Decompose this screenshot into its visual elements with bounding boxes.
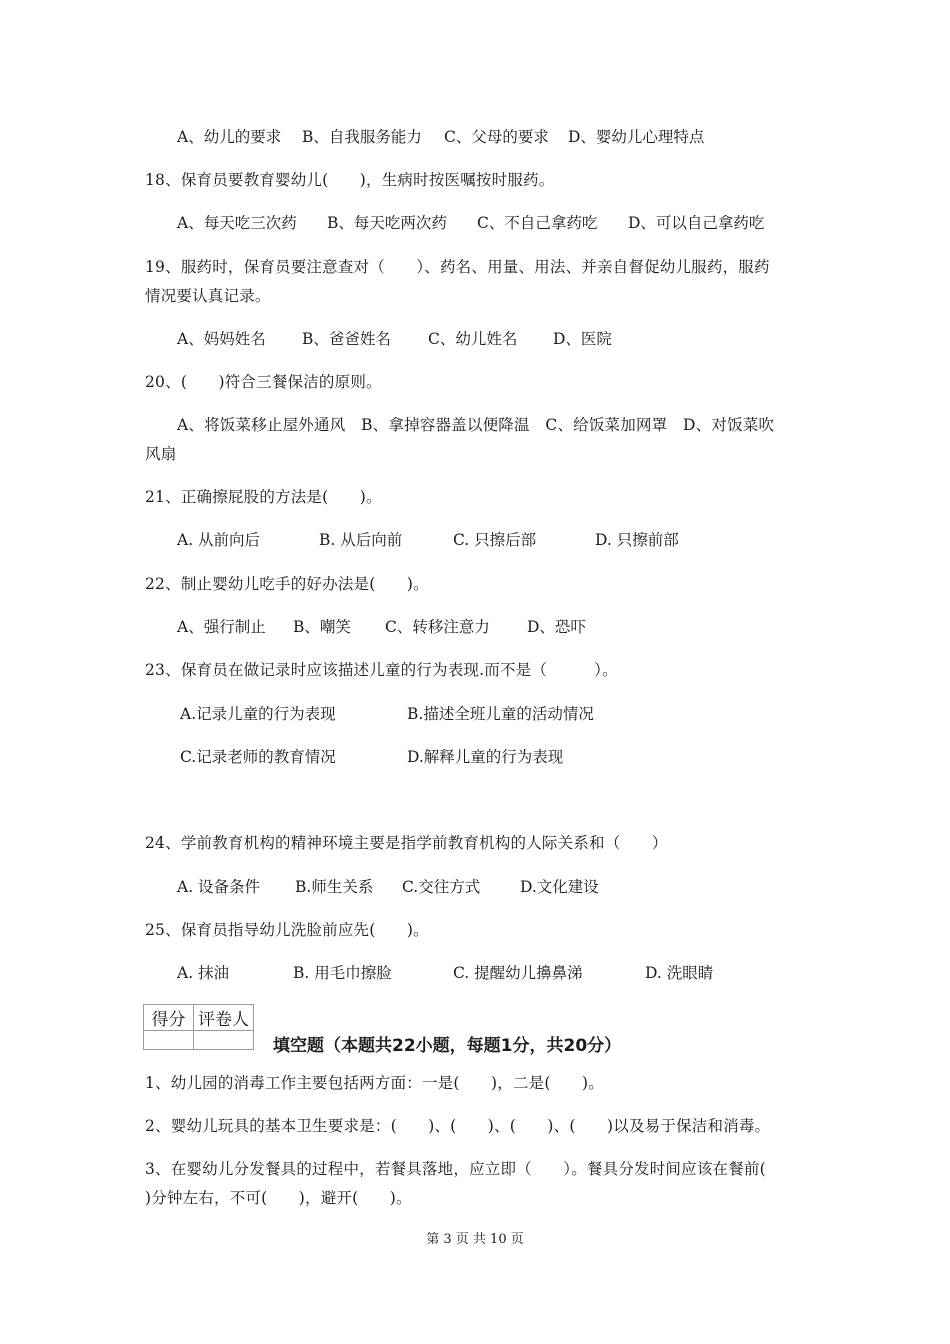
page-footer: 第 3 页 共 10 页 (426, 1232, 524, 1247)
q20-text: 20、( )符合三餐保洁的原则。 (145, 373, 382, 391)
q17-option-d: D、婴幼儿心理特点 (568, 128, 705, 146)
q23-text: 23、保育员在做记录时应该描述儿童的行为表现.而不是（ ）。 (145, 661, 618, 679)
q20-options-line1: A、将饭菜移止屋外通风 B、拿掉容器盖以便降温 C、给饭菜加网罩 D、对饭菜吹 (177, 416, 775, 434)
q24-option-d: D.文化建设 (520, 878, 599, 896)
q23-option-b: B.描述全班儿童的活动情况 (407, 705, 594, 723)
q21-option-b: B. 从后向前 (319, 531, 403, 549)
q20-options-line2: 风扇 (145, 445, 177, 463)
fill-question-3-line2: )分钟左右，不可( )，避开( )。 (145, 1189, 412, 1207)
q22-option-b: B、嘲笑 (293, 618, 351, 636)
q18-option-c: C、不自己拿药吃 (477, 214, 598, 232)
fill-question-3-line1: 3、在婴幼儿分发餐具的过程中，若餐具落地，应立即（ ）。餐具分发时间应该在餐前( (145, 1160, 766, 1178)
q22-option-c: C、转移注意力 (385, 618, 490, 636)
q19-option-b: B、爸爸姓名 (302, 330, 391, 348)
q24-option-c: C.交往方式 (402, 878, 481, 896)
q24-option-a: A. 设备条件 (177, 878, 261, 896)
q19-option-c: C、幼儿姓名 (428, 330, 518, 348)
q25-option-a: A. 抹油 (177, 964, 230, 982)
q25-option-d: D. 洗眼睛 (645, 964, 714, 982)
q24-text: 24、学前教育机构的精神环境主要是指学前教育机构的人际关系和（ ） (145, 834, 668, 852)
q19-option-a: A、妈妈姓名 (177, 330, 266, 348)
q19-text-line1: 19、服药时，保育员要注意查对（ ）、药名、用量、用法、并亲自督促幼儿服药，服药 (145, 258, 770, 276)
q17-option-c: C、父母的要求 (444, 128, 549, 146)
q22-option-d: D、恐吓 (527, 618, 586, 636)
q17-option-b: B、自我服务能力 (302, 128, 422, 146)
q21-option-a: A. 从前向后 (177, 531, 261, 549)
q23-option-a: A.记录儿童的行为表现 (180, 705, 336, 723)
q21-option-d: D. 只擦前部 (595, 531, 679, 549)
q21-text: 21、正确擦屁股的方法是( )。 (145, 488, 382, 506)
fill-question-1: 1、幼儿园的消毒工作主要包括两方面：一是( )，二是( )。 (145, 1074, 604, 1092)
score-label: 得分 (144, 1005, 194, 1031)
q25-option-c: C. 提醒幼儿擤鼻涕 (453, 964, 583, 982)
q22-text: 22、制止婴幼儿吃手的好办法是( )。 (145, 575, 429, 593)
q19-text-line2: 情况要认真记录。 (145, 287, 271, 305)
fill-question-2: 2、婴幼儿玩具的基本卫生要求是：( )、( )、( )、( )以及易于保洁和消毒。 (145, 1117, 771, 1135)
q25-text: 25、保育员指导幼儿洗脸前应先( )。 (145, 921, 429, 939)
grader-cell (194, 1031, 254, 1050)
q25-option-b: B. 用毛巾擦脸 (293, 964, 392, 982)
q24-option-b: B.师生关系 (295, 878, 374, 896)
q23-option-d: D.解释儿童的行为表现 (407, 748, 564, 766)
q17-option-a: A、幼儿的要求 (177, 128, 282, 146)
q18-option-d: D、可以自己拿药吃 (628, 214, 765, 232)
score-table (143, 1004, 254, 1050)
q19-option-d: D、医院 (553, 330, 612, 348)
q23-option-c: C.记录老师的教育情况 (180, 748, 336, 766)
q18-text: 18、保育员要教育婴幼儿( )，生病时按医嘱按时服药。 (145, 171, 555, 189)
q21-option-c: C. 只擦后部 (453, 531, 537, 549)
q18-option-b: B、每天吃两次药 (327, 214, 447, 232)
q22-option-a: A、强行制止 (177, 618, 266, 636)
section-title: 填空题（本题共22小题，每题1分，共20分） (273, 1036, 622, 1056)
score-cell (144, 1031, 194, 1050)
q18-option-a: A、每天吃三次药 (177, 214, 297, 232)
grader-label: 评卷人 (194, 1005, 254, 1031)
